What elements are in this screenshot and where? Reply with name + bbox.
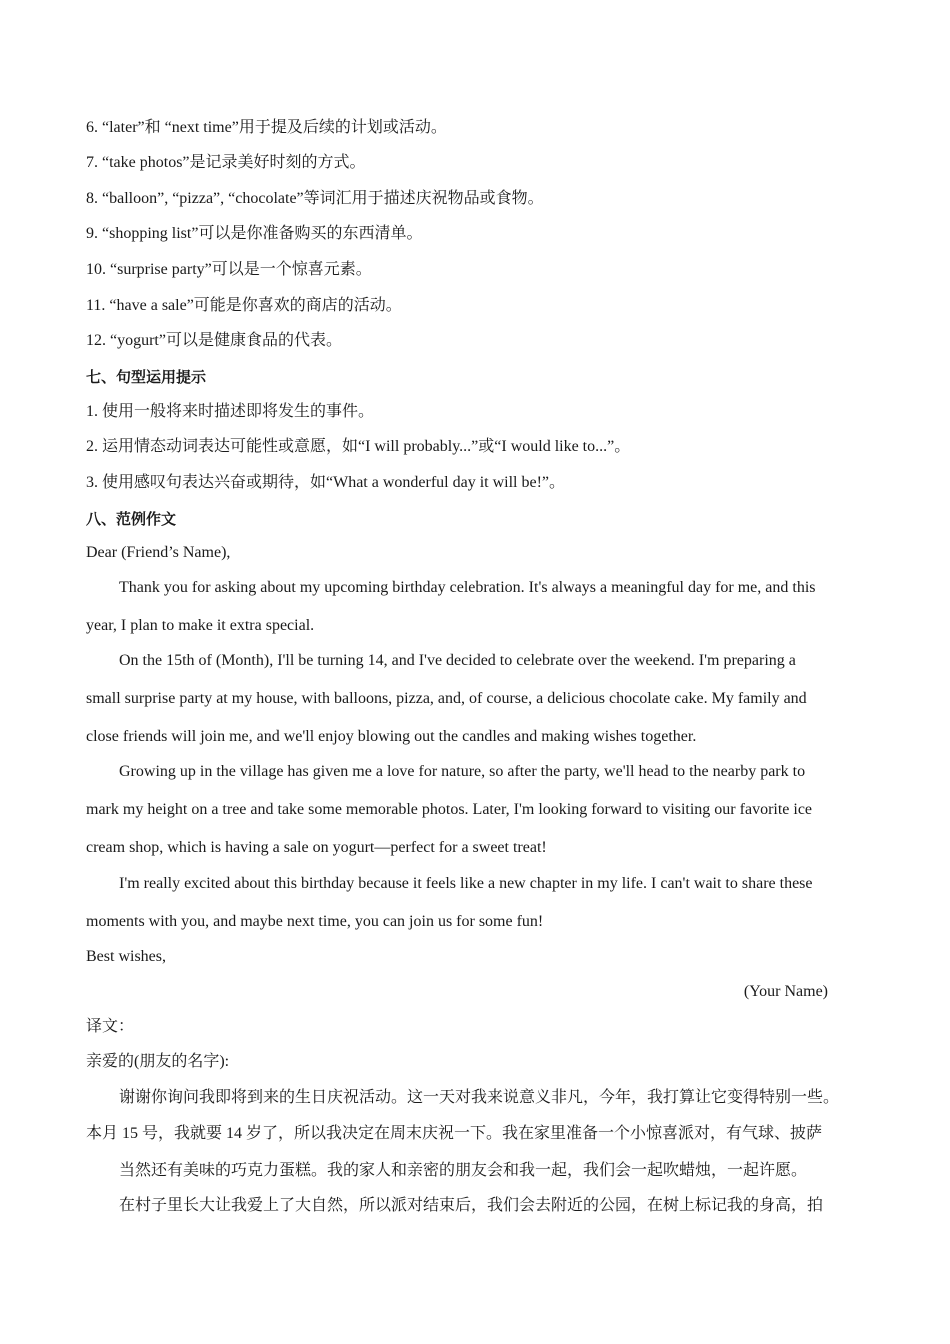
letter-line: close friends will join me, and we'll enjoy blowing out the candles and making wishes together. [86,728,697,745]
letter-line: I'm really excited about this birthday because it feels like a new chapter in my life. I can't wait to share these [119,875,813,892]
tip-item: 10. “surprise party”可以是一个惊喜元素。 [86,261,372,278]
tip-item: 11. “have a sale”可能是你喜欢的商店的活动。 [86,297,402,314]
translation-line: 本月 15 号，我就要 14 岁了，所以我决定在周末庆祝一下。我在家里准备一个小惊喜派对，有气球、披萨 [86,1125,823,1142]
tip-item: 12. “yogurt”可以是健康食品的代表。 [86,332,342,349]
letter-closing: Best wishes, [86,948,166,965]
tip-item: 7. “take photos”是记录美好时刻的方式。 [86,154,366,171]
letter-line: moments with you, and maybe next time, you can join us for some fun! [86,913,544,930]
letter-line: Thank you for asking about my upcoming birthday celebration. It's always a meaningful day for me, and this [119,579,816,596]
section-heading-sentence-tips: 七、句型运用提示 [86,368,207,386]
letter-line: small surprise party at my house, with balloons, pizza, and, of course, a delicious chocolate cake. My family and [86,690,807,707]
letter-line: Growing up in the village has given me a love for nature, so after the party, we'll head to the nearby park to [119,763,806,780]
tip-item: 9. “shopping list”可以是你准备购买的东西清单。 [86,225,423,242]
translation-label: 译文： [86,1018,135,1035]
letter-salutation: Dear (Friend’s Name), [86,544,231,561]
tip-item: 8. “balloon”, “pizza”, “chocolate”等词汇用于描述庆祝物品或食物。 [86,190,544,207]
translation-line: 当然还有美味的巧克力蛋糕。我的家人和亲密的朋友会和我一起，我们会一起吹蜡烛，一起许愿。 [119,1162,808,1179]
letter-line: mark my height on a tree and take some memorable photos. Later, I'm looking forward to visiting our favorite ice [86,801,813,818]
letter-line: On the 15th of (Month), I'll be turning 14, and I've decided to celebrate over the weekend. I'm preparing a [119,652,796,669]
translation-line: 谢谢你询问我即将到来的生日庆祝活动。这一天对我来说意义非凡，今年，我打算让它变得特别一些。 [119,1089,840,1106]
section-heading-sample-essay: 八、范例作文 [86,510,177,528]
sentence-tip-item: 2. 运用情态动词表达可能性或意愿，如“I will probably...”或“I would like to...”。 [86,438,631,455]
letter-line: cream shop, which is having a sale on yogurt—perfect for a sweet treat! [86,839,547,856]
letter-signature: (Your Name) [743,983,828,1000]
tip-item: 6. “later”和 “next time”用于提及后续的计划或活动。 [86,119,447,136]
translation-salutation: 亲爱的(朋友的名字): [86,1053,230,1070]
sentence-tip-item: 1. 使用一般将来时描述即将发生的事件。 [86,403,375,420]
letter-line: year, I plan to make it extra special. [86,617,315,634]
translation-line: 在村子里长大让我爱上了大自然，所以派对结束后，我们会去附近的公园，在树上标记我的身高，拍 [119,1197,824,1214]
sentence-tip-item: 3. 使用感叹句表达兴奋或期待，如“What a wonderful day it will be!”。 [86,474,566,491]
